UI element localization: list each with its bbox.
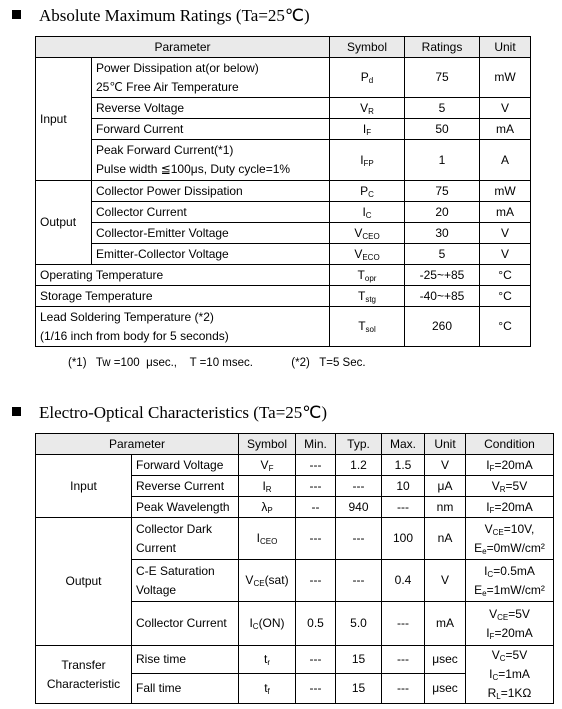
param-cell: Operating Temperature — [36, 265, 330, 286]
typ-value: 15 — [336, 674, 382, 704]
header-min: Min. — [296, 434, 336, 455]
header-parameter: Parameter — [36, 37, 330, 58]
header-max: Max. — [382, 434, 425, 455]
param-line: Current — [136, 540, 177, 555]
rating-value: 20 — [405, 202, 480, 223]
param-line: 25℃ Free Air Temperature — [96, 79, 239, 94]
min-value: --- — [296, 674, 336, 704]
header-typ: Typ. — [336, 434, 382, 455]
rating-value: 75 — [405, 181, 480, 202]
table-row — [36, 202, 531, 223]
unit-value: mW — [480, 58, 531, 98]
unit-value: mA — [480, 202, 531, 223]
table-row — [36, 518, 554, 560]
typ-value: --- — [336, 518, 382, 560]
min-value: --- — [296, 518, 336, 560]
unit-value: nA — [425, 518, 466, 560]
rating-value: 1 — [405, 140, 480, 181]
min-value: -- — [296, 497, 336, 518]
group-label-output: Output — [36, 181, 92, 265]
param-cell: Rise time — [132, 646, 239, 674]
footnote: (*1) Tw =100 μsec., T =10 msec. (*2) T=5 Sec. — [68, 357, 366, 369]
absolute-maximum-ratings-table — [35, 36, 531, 347]
typ-value: 940 — [336, 497, 382, 518]
table-row — [36, 307, 531, 347]
symbol-cell: $V_{CE}(sat)$ — [239, 560, 296, 602]
param-line: Pulse width ≦100μs, Duty cycle=1% — [96, 162, 291, 176]
table-row — [36, 286, 531, 307]
header-condition: Condition — [466, 434, 554, 455]
param-line: C-E Saturation — [136, 563, 215, 578]
typ-value: 1.2 — [336, 455, 382, 476]
table-row — [36, 223, 531, 244]
param-cell: Reverse Current — [132, 476, 239, 497]
symbol-cell: $I_C$ — [330, 202, 405, 223]
symbol-cell: $t_r$ — [239, 646, 296, 674]
rating-value: 260 — [405, 307, 480, 347]
param-line: Collector Dark — [136, 521, 213, 536]
group-label-input: Input — [36, 455, 132, 518]
header-symbol: Symbol — [239, 434, 296, 455]
min-value: --- — [296, 455, 336, 476]
unit-value: V — [480, 223, 531, 244]
condition-cell: $I_F=20mA$ — [466, 497, 554, 518]
table-row — [36, 181, 531, 202]
max-value: 0.4 — [382, 560, 425, 602]
typ-value: 15 — [336, 646, 382, 674]
symbol-cell: $T_{stg}$ — [330, 286, 405, 307]
param-cell: Storage Temperature — [36, 286, 330, 307]
param-cell: Collector Current — [132, 602, 239, 646]
table-row — [36, 646, 554, 674]
rating-value: 30 — [405, 223, 480, 244]
header-unit: Unit — [425, 434, 466, 455]
max-value: 100 — [382, 518, 425, 560]
param-cell: Emitter-Collector Voltage — [92, 244, 330, 265]
rating-value: -40~+85 — [405, 286, 480, 307]
group-label-transfer: Transfer Characteristic — [36, 646, 132, 704]
symbol-cell: $I_{FP}$ — [330, 140, 405, 181]
table-row — [36, 140, 531, 181]
condition-cell: $V_R=5V$ — [466, 476, 554, 497]
unit-value: mA — [480, 119, 531, 140]
unit-value: °C — [480, 286, 531, 307]
param-cell: Forward Current — [92, 119, 330, 140]
param-line: Voltage — [136, 582, 177, 597]
header-ratings: Ratings — [405, 37, 480, 58]
table-row — [36, 58, 531, 98]
min-value: --- — [296, 476, 336, 497]
min-value: 0.5 — [296, 602, 336, 646]
header-unit: Unit — [480, 37, 531, 58]
unit-value: °C — [480, 265, 531, 286]
rating-value: -25~+85 — [405, 265, 480, 286]
param-cell: Peak Wavelength — [132, 497, 239, 518]
symbol-cell: $P_d$ — [330, 58, 405, 98]
section-title-text: Absolute Maximum Ratings (Ta=25℃) — [39, 6, 310, 25]
table-row — [36, 119, 531, 140]
section-title-absolute-maximum-ratings — [12, 6, 310, 26]
symbol-cell: $V_R$ — [330, 98, 405, 119]
unit-value: A — [480, 140, 531, 181]
typ-value: 5.0 — [336, 602, 382, 646]
unit-value: °C — [480, 307, 531, 347]
param-line: Peak Forward Current(*1) — [96, 143, 234, 157]
param-cell: Reverse Voltage — [92, 98, 330, 119]
header-symbol: Symbol — [330, 37, 405, 58]
unit-value: nm — [425, 497, 466, 518]
symbol-cell: $I_F$ — [330, 119, 405, 140]
rating-value: 50 — [405, 119, 480, 140]
section-title-electro-optical — [12, 403, 327, 423]
unit-value: μsec — [425, 674, 466, 704]
min-value: --- — [296, 560, 336, 602]
symbol-cell: $I_R$ — [239, 476, 296, 497]
unit-value: mW — [480, 181, 531, 202]
table-row — [36, 455, 554, 476]
unit-value: μsec — [425, 646, 466, 674]
param-line: Lead Soldering Temperature (*2) — [40, 309, 214, 324]
condition-cell: $V_{CE}=10V$, $E_e=0mW$/cm² — [466, 518, 554, 560]
condition-cell: $V_{CE}=5V$ $I_F=20mA$ — [466, 602, 554, 646]
param-line: (1/16 inch from body for 5 seconds) — [40, 328, 229, 343]
table-row — [36, 98, 531, 119]
max-value: --- — [382, 674, 425, 704]
param-line: Power Dissipation at(or below) — [96, 60, 259, 75]
symbol-cell: $I_C(ON)$ — [239, 602, 296, 646]
condition-cell: $I_C=0.5mA$ $E_e=1mW$/cm² — [466, 560, 554, 602]
max-value: --- — [382, 646, 425, 674]
param-cell: Fall time — [132, 674, 239, 704]
section-title-text: Electro-Optical Characteristics (Ta=25℃) — [39, 403, 328, 422]
param-cell: Collector Power Dissipation — [92, 181, 330, 202]
rating-value: 75 — [405, 58, 480, 98]
symbol-cell: $T_{sol}$ — [330, 307, 405, 347]
symbol-cell: $V_F$ — [239, 455, 296, 476]
symbol-cell: $P_C$ — [330, 181, 405, 202]
max-value: 1.5 — [382, 455, 425, 476]
symbol-cell: $\lambda_P$ — [239, 497, 296, 518]
max-value: --- — [382, 602, 425, 646]
unit-value: V — [425, 560, 466, 602]
unit-value: V — [425, 455, 466, 476]
symbol-cell: $V_{CEO}$ — [330, 223, 405, 244]
symbol-cell: $I_{CEO}$ — [239, 518, 296, 560]
group-label-output: Output — [36, 518, 132, 646]
unit-value: μA — [425, 476, 466, 497]
rating-value: 5 — [405, 244, 480, 265]
rating-value: 5 — [405, 98, 480, 119]
param-cell: Forward Voltage — [132, 455, 239, 476]
bullet-square-icon — [12, 10, 21, 19]
group-label-input: Input — [36, 58, 92, 181]
table-row — [36, 265, 531, 286]
typ-value: --- — [336, 560, 382, 602]
symbol-cell: $t_f$ — [239, 674, 296, 704]
param-cell: Collector Current — [92, 202, 330, 223]
min-value: --- — [296, 646, 336, 674]
condition-cell: $I_F=20mA$ — [466, 455, 554, 476]
unit-value: V — [480, 244, 531, 265]
header-parameter: Parameter — [36, 434, 239, 455]
symbol-cell: $V_{ECO}$ — [330, 244, 405, 265]
condition-cell: $V_C=5V$ $I_C=1mA$ $R_L=1K\Omega$ — [466, 646, 554, 704]
symbol-cell: $T_{opr}$ — [330, 265, 405, 286]
bullet-square-icon — [12, 407, 21, 416]
table-row — [36, 244, 531, 265]
param-cell: Collector-Emitter Voltage — [92, 223, 330, 244]
typ-value: --- — [336, 476, 382, 497]
electro-optical-table — [35, 433, 554, 704]
max-value: --- — [382, 497, 425, 518]
unit-value: V — [480, 98, 531, 119]
unit-value: mA — [425, 602, 466, 646]
max-value: 10 — [382, 476, 425, 497]
